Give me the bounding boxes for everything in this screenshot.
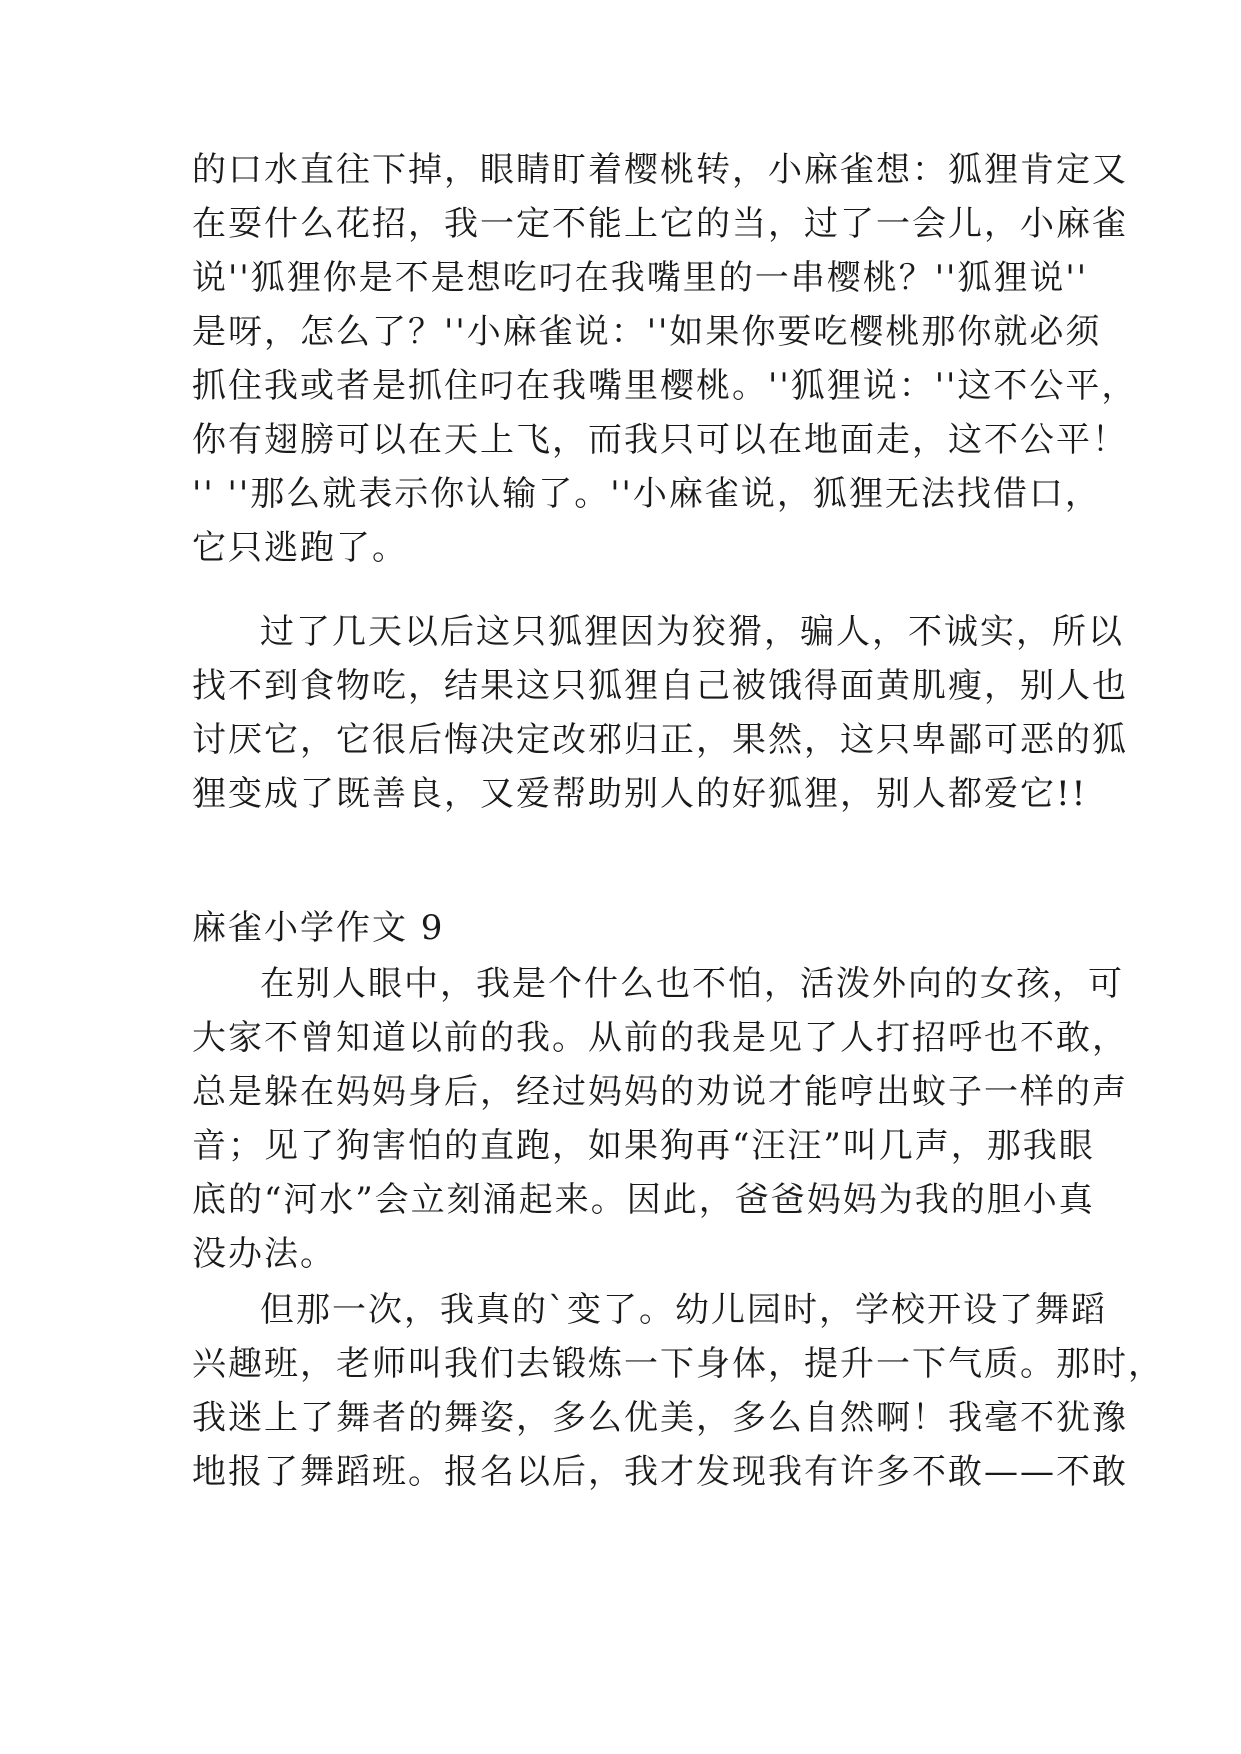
essay-paragraph-1 xyxy=(192,964,1128,1284)
text-line: 过了几天以后这只狐狸因为狡猾，骗人，不诚实，所以 xyxy=(260,612,1124,652)
essay-paragraph-2 xyxy=(192,1290,1164,1500)
text-line: 是呀，怎么了？''小麻雀说：''如果你要吃樱桃那你就必须 xyxy=(192,312,1102,352)
text-line: 它只逃跑了。 xyxy=(192,528,408,568)
text-line: 说''狐狸你是不是想吃叼在我嘴里的一串樱桃？''狐狸说'' xyxy=(192,258,1089,298)
story-paragraph-ending xyxy=(192,612,1128,822)
text-line: 找不到食物吃，结果这只狐狸自己被饿得面黄肌瘦，别人也 xyxy=(192,666,1128,706)
essay-title-block xyxy=(192,908,1062,950)
text-line: 我迷上了舞者的舞姿，多么优美，多么自然啊！我毫不犹豫 xyxy=(192,1398,1128,1438)
text-line: 你有翅膀可以在天上飞，而我只可以在地面走，这不公平！ xyxy=(192,420,1128,460)
text-line: 没办法。 xyxy=(192,1234,336,1274)
text-line: 讨厌它，它很后悔决定改邪归正，果然，这只卑鄙可恶的狐 xyxy=(192,720,1128,760)
text-line: 音；见了狗害怕的直跑，如果狗再“汪汪”叫几声，那我眼 xyxy=(192,1126,1095,1166)
text-line: 兴趣班，老师叫我们去锻炼一下身体，提升一下气质。那时， xyxy=(192,1344,1164,1384)
text-line: 在耍什么花招，我一定不能上它的当，过了一会儿，小麻雀 xyxy=(192,204,1128,244)
text-line: 狸变成了既善良，又爱帮助别人的好狐狸，别人都爱它!! xyxy=(192,774,1088,814)
text-line: 抓住我或者是抓住叼在我嘴里樱桃。''狐狸说：''这不公平， xyxy=(192,366,1138,406)
text-line: 地报了舞蹈班。报名以后，我才发现我有许多不敢——不敢 xyxy=(192,1452,1128,1492)
text-line: 但那一次，我真的`变了。幼儿园时，学校开设了舞蹈 xyxy=(260,1290,1107,1330)
story-paragraph-continued xyxy=(192,150,1138,570)
text-line: 底的“河水”会立刻涌起来。因此，爸爸妈妈为我的胆小真 xyxy=(192,1180,1095,1220)
text-line: '' ''那么就表示你认输了。''小麻雀说，狐狸无法找借口， xyxy=(192,474,1101,514)
text-line: 大家不曾知道以前的我。从前的我是见了人打招呼也不敢， xyxy=(192,1018,1128,1058)
text-line: 在别人眼中，我是个什么也不怕，活泼外向的女孩，可 xyxy=(260,964,1124,1004)
text-line: 的口水直往下掉，眼睛盯着樱桃转，小麻雀想：狐狸肯定又 xyxy=(192,150,1128,190)
text-line: 总是躲在妈妈身后，经过妈妈的劝说才能哼出蚊子一样的声 xyxy=(192,1072,1128,1112)
essay-title: 麻雀小学作文 9 xyxy=(192,908,445,948)
